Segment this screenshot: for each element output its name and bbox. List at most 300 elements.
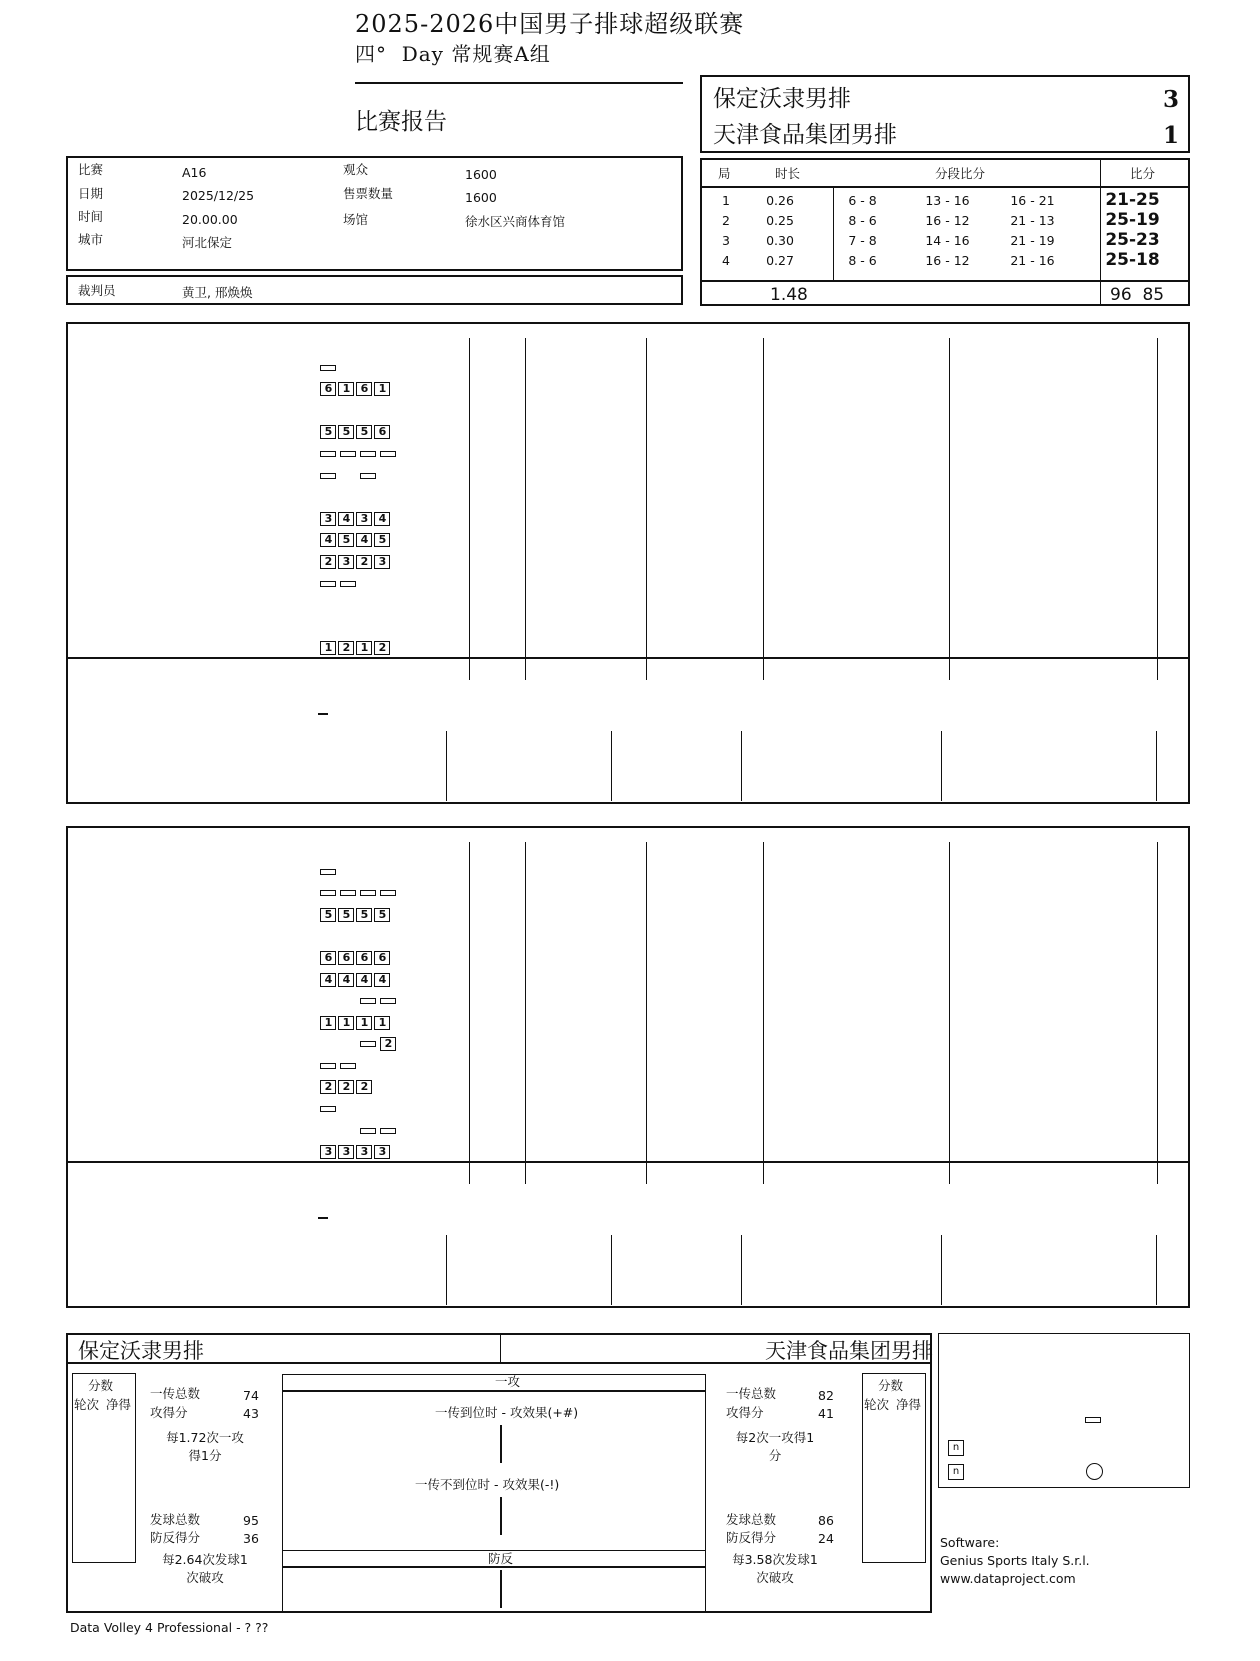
home-per-set-cell [787,784,829,802]
away-player-name [137,1119,319,1141]
away-per-set-cell [532,1253,572,1271]
home-per-set-cell [1157,731,1188,749]
home-stat-cell [802,378,840,400]
home-stat-cell [604,486,646,508]
away-stat-cell [802,990,840,1012]
home-stat-cell [1109,572,1157,594]
home-col-head [1109,338,1157,356]
away-per-set-cell [447,1270,489,1288]
home-stat-cell [764,529,802,551]
home-stat-cell [470,572,526,594]
away-per-set-cell [489,1270,533,1288]
sub-marker [360,1128,376,1134]
home-stat-cell [841,615,887,637]
away-stat-cell [887,925,950,947]
away-stat-cell [887,946,950,968]
home-stat-cell [950,486,994,508]
footer: Data Volley 4 Professional - ? ?? [70,1620,269,1635]
away-stat-cell [994,860,1030,882]
away-player-name [137,1141,319,1163]
away-stat-cell [564,860,604,882]
home-player-number [68,464,114,486]
home-player-lineup [318,464,429,486]
away-player-role [114,990,136,1012]
home-stat-cell [802,464,840,486]
player-row [68,903,1188,925]
away-stat-cell [802,1098,840,1120]
away-stat-cell [647,990,685,1012]
home-per-set-cell [612,731,660,749]
home-recv-total-label: 一传总数 [150,1386,201,1401]
start-position: 6 [356,951,372,965]
home-per-set-cell [879,784,942,802]
home-stat-cell [802,529,840,551]
away-per-set-cell [489,1253,533,1271]
home-stat-cell [470,615,526,637]
home-ratio: 每1.72次一攻得1分 [166,1430,244,1463]
player-row [68,1033,1188,1055]
away-player-role [114,1076,136,1098]
home-stat-cell [764,594,802,616]
away-player-name [137,925,319,947]
away-col-head [470,842,526,860]
home-stat-cell [470,464,526,486]
sub-marker [320,365,336,371]
home-stat-cell [1030,421,1068,443]
start-position: 5 [338,425,354,439]
home-stat-cell [994,507,1030,529]
away-stat-cell [1109,1141,1157,1163]
player-row [68,637,1188,659]
away-stat-cell [723,1119,763,1141]
away-per-set-cell [701,1288,741,1306]
away-per-set-cell [1157,1288,1188,1306]
home-total-cell [841,658,887,680]
away-per-set-cell [447,1253,489,1271]
home-per-set-cell [987,749,1025,767]
away-per-set-cell [701,1270,741,1288]
set-cell: 21-25 [1105,190,1160,210]
home-stat-cell [764,464,802,486]
home-stat-cell [841,637,887,659]
away-stat-cell [1158,1011,1188,1033]
away-per-set-cell [660,1288,702,1306]
away-per-set-cell [942,1253,988,1271]
away-player-number [68,1098,114,1120]
away-player-lineup [318,925,429,947]
grid-head [649,1570,701,1588]
away-stat-cell [887,1054,950,1076]
sub-marker [320,451,336,457]
home-per-set-cell [405,766,447,784]
home-per-set-cell [1065,749,1107,767]
away-per-set-cell [660,1253,702,1271]
away-stat-cell [1158,1076,1188,1098]
away-player-lineup [318,968,429,990]
away-stat-cell [802,903,840,925]
home-col-head [841,338,887,356]
home-stat-cell [564,507,604,529]
away-player-role [114,968,136,990]
away-stat-cell [564,946,604,968]
page-title: 2025-2026中国男子排球超级联赛 [355,10,745,38]
home-stat-cell [723,529,763,551]
lineup-square-icon: n [948,1440,964,1456]
player-row [68,860,1188,882]
away-stat-cell [525,860,563,882]
away-stat-cell [994,1098,1030,1120]
home-total-cell [802,658,840,680]
away-total-cell [950,1162,994,1184]
home-stat-cell [1069,615,1109,637]
home-stat-cell [564,464,604,486]
home-player-lineup [318,550,429,572]
home-stat-cell [470,486,526,508]
away-stat-cell [950,1076,994,1098]
home-stat-cell [723,486,763,508]
grid-value [391,1515,443,1535]
home-stat-cell [604,550,646,572]
away-per-set-cell [741,1253,787,1271]
away-stat-cell [841,946,887,968]
away-col-head [1030,842,1068,860]
away-total-cell [994,1162,1030,1184]
start-position: 6 [320,382,336,396]
start-position: 1 [320,641,336,655]
home-stat-cell [994,464,1030,486]
grid-head [649,1497,701,1515]
away-per-set-cell [741,1235,787,1253]
home-per-set-cell [1065,766,1107,784]
away-stat-cell [723,925,763,947]
home-per-set-cell [942,731,988,749]
away-stat-cell [950,1011,994,1033]
home-col-head [1158,338,1188,356]
per-set-row [405,766,1188,784]
away-stat-cell [841,1119,887,1141]
home-stat-cell [564,399,604,421]
referee-box [66,275,683,305]
away-stat-cell [604,1119,646,1141]
set-cell: 16 - 21 [1010,192,1055,208]
home-per-set-cell [572,749,612,767]
home-stat-cell [1069,550,1109,572]
per-set-row [405,1253,1188,1271]
home-player-role [114,550,136,572]
away-stat-cell [685,1011,723,1033]
sub-marker [380,451,396,457]
home-player-name [137,529,319,551]
defense-grid [288,1570,700,1608]
away-per-set-cell [572,1235,612,1253]
home-player-role [114,378,136,400]
home-per-set-cell [879,766,942,784]
home-per-set-cell [701,784,741,802]
home-stat-cell [802,572,840,594]
away-stat-cell [723,990,763,1012]
sub-marker [320,1063,336,1069]
home-per-set-cell [829,749,879,767]
home-per-set-cell [701,749,741,767]
away-per-set-cell [532,1235,572,1253]
away-stat-cell [723,1076,763,1098]
away-serve-ratio: 每3.58次发球1次破攻 [732,1552,818,1585]
home-per-set-cell [489,749,533,767]
away-stat-cell [647,1076,685,1098]
away-player-name [137,882,319,904]
home-stat-cell [564,421,604,443]
home-per-set-cell [1157,749,1188,767]
away-stat-cell [841,903,887,925]
away-stat-cell [994,1033,1030,1055]
grid-head [288,1570,340,1588]
home-stat-cell [764,356,802,378]
home-stat-cell [525,421,563,443]
away-per-set-cell [879,1235,942,1253]
away-stat-cell [1109,903,1157,925]
home-col-head [802,338,840,356]
home-player-name [137,356,319,378]
away-total-row [68,1162,1188,1184]
grid-value [546,1588,598,1608]
start-position: 1 [374,1016,390,1030]
grid-value [494,1443,546,1463]
away-stat-cell [764,1054,802,1076]
home-col-head [950,338,994,356]
grid-value [494,1515,546,1535]
home-player-lineup [318,356,429,378]
home-per-set-cell [1106,766,1156,784]
score-away-sets: 1 [1163,122,1180,149]
away-per-set-cell [660,1270,702,1288]
away-stat-cell [764,946,802,968]
grid-value [340,1515,392,1535]
home-stat-cell [564,615,604,637]
set-cell: 8 - 6 [848,252,877,268]
home-player-role [114,507,136,529]
home-att-pts: 43 [243,1406,259,1421]
player-row [68,925,1188,947]
away-stat-cell [525,1098,563,1120]
start-position: 2 [380,1037,396,1051]
home-stat-cell [647,507,685,529]
match-value: A16 [182,165,207,180]
start-position: 2 [374,641,390,655]
home-player-number [68,442,114,464]
away-stat-cell [802,882,840,904]
home-per-set-cell [1106,731,1156,749]
start-position: 1 [374,382,390,396]
home-stat-cell [764,637,802,659]
away-stat-cell [685,925,723,947]
home-stat-cell [604,615,646,637]
grid-head [391,1570,443,1588]
home-player-role [114,442,136,464]
home-player-lineup [318,378,429,400]
start-position: 5 [338,533,354,547]
grid-value [340,1588,392,1608]
set-cell: 16 - 12 [925,212,970,228]
home-stat-cell [1109,421,1157,443]
home-stat-cell [1109,550,1157,572]
home-stat-cell [685,594,723,616]
away-stat-cell [887,1011,950,1033]
away-player-lineup [318,1054,429,1076]
home-serve-ratio: 每2.64次发球1次破攻 [162,1552,248,1585]
away-total-cell [685,1162,723,1184]
home-stat-cell [887,399,950,421]
player-row [68,421,1188,443]
away-stat-cell [1030,860,1068,882]
set-cell: 25-19 [1105,210,1160,230]
away-stat-cell [1030,1141,1068,1163]
set-cell: 25-18 [1105,250,1160,270]
away-stat-cell [1069,968,1109,990]
home-stat-cell [1109,507,1157,529]
home-stat-cell [723,356,763,378]
away-player-role [114,1011,136,1033]
away-stat-cell [950,882,994,904]
sub-marker [320,581,336,587]
home-stat-cell [685,529,723,551]
away-stat-cell [1030,1033,1068,1055]
away-stat-cell [994,990,1030,1012]
home-stat-cell [685,421,723,443]
home-stat-cell [841,507,887,529]
away-stat-cell [950,903,994,925]
per-set-row [405,1235,1188,1253]
home-per-set-cell [829,784,879,802]
away-stat-cell [764,1098,802,1120]
away-stat-cell [764,990,802,1012]
home-stat-cell [564,594,604,616]
set-cell: 0.25 [766,212,794,228]
away-stat-cell [887,1098,950,1120]
away-per-set-cell [741,1288,787,1306]
away-player-number [68,968,114,990]
away-player-name [137,990,319,1012]
away-stat-cell [564,990,604,1012]
away-per-set-cell [405,1288,447,1306]
away-stat-cell [1109,1076,1157,1098]
away-stat-cell [525,903,563,925]
away-total-cell [723,1162,763,1184]
home-per-set-cell [489,731,533,749]
away-stat-cell [470,968,526,990]
home-col-head [685,338,723,356]
away-stat-cell [994,968,1030,990]
home-per-set-cell [701,766,741,784]
away-per-set-cell [447,1288,489,1306]
away-stat-cell [950,1119,994,1141]
home-per-set-cell [1065,731,1107,749]
grid-value [340,1443,392,1463]
home-stat-cell [802,507,840,529]
home-stat-cell [950,464,994,486]
home-total-cell [887,658,950,680]
grid-head [597,1570,649,1588]
away-per-set-cell [741,1270,787,1288]
home-stat-cell [723,399,763,421]
away-per-set-cell [787,1253,829,1271]
away-stat-cell [1158,882,1188,904]
home-stat-cell [723,507,763,529]
home-per-set-cell [1025,749,1065,767]
away-stat-cell [525,990,563,1012]
away-col-head [950,842,994,860]
home-player-role [114,421,136,443]
away-player-number [68,882,114,904]
home-stat-cell [525,594,563,616]
grid-head [597,1497,649,1515]
grid-head [546,1425,598,1443]
home-player-name [137,486,319,508]
away-stat-cell [1030,946,1068,968]
home-stat-cell [1069,637,1109,659]
away-per-set-cell [1106,1235,1156,1253]
set-cell: 1 [722,192,730,208]
home-stat-cell [604,378,646,400]
home-stat-cell [1030,529,1068,551]
home-per-set-cell [532,766,572,784]
away-per-set-cell [489,1235,533,1253]
home-stat-cell [604,507,646,529]
set-cell: 4 [722,252,730,268]
home-serve-label: 发球总数 [150,1512,201,1527]
grid-head [288,1497,340,1515]
set-cell: 21 - 13 [1010,212,1055,228]
away-stat-cell [994,903,1030,925]
home-col-head [723,338,763,356]
away-stat-cell [841,1076,887,1098]
sub-marker [320,890,336,896]
away-per-set-cell [612,1270,660,1288]
away-stat-cell [1109,1033,1157,1055]
away-stat-cell [802,1011,840,1033]
home-stat-cell [1069,594,1109,616]
player-row [68,356,1188,378]
grid-head [391,1425,443,1443]
player-row [68,378,1188,400]
grid-head [443,1425,495,1443]
home-stat-cell [764,507,802,529]
away-stat-cell [1158,1119,1188,1141]
home-stat-cell [994,486,1030,508]
away-att-pts-label: 攻得分 [726,1405,764,1420]
away-stat-cell [470,1141,526,1163]
home-stat-cell [994,594,1030,616]
home-col-head [647,338,685,356]
away-stat-cell [841,1141,887,1163]
away-per-set-cell [701,1235,741,1253]
away-per-set-cell [1065,1235,1107,1253]
away-stat-cell [994,1076,1030,1098]
away-stat-cell [841,860,887,882]
away-stat-cell [685,1033,723,1055]
home-stat-cell [470,421,526,443]
home-stat-cell [1158,637,1188,659]
away-stat-cell [764,860,802,882]
away-stat-cell [647,1098,685,1120]
home-stat-cell [887,615,950,637]
set-cell: 0.30 [766,232,794,248]
home-per-set-cell [1025,731,1065,749]
away-stat-cell [1069,860,1109,882]
home-per-set-cell [741,731,787,749]
away-stat-cell [604,968,646,990]
home-stat-cell [1030,637,1068,659]
player-row [68,1011,1188,1033]
